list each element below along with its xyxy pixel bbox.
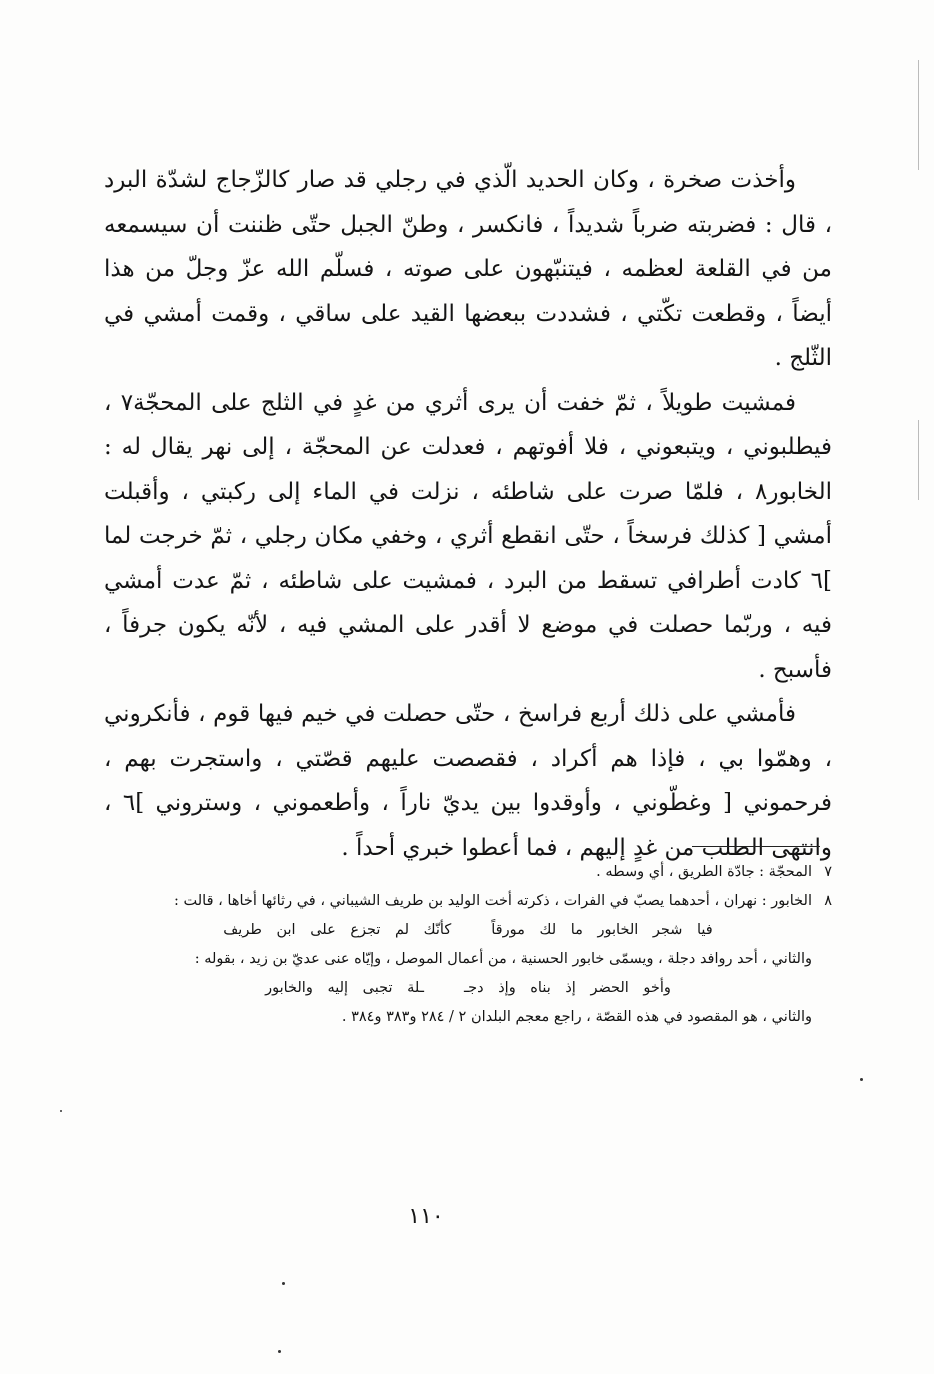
footnote-8-closing-text: والثاني ، هو المقصود في هذه القصّة ، راجع معجم البلدان ٢ / ٢٨٤ و٣٨٣ و٣٨٤ .	[341, 1009, 812, 1025]
verse-1	[104, 916, 832, 945]
paragraph-2: فمشيت طويلاً ، ثمّ خفت أن يرى أثري من غدٍ في الثلج على المحجّة٧ ، فيطلبوني ، ويتبعوني ، فلا أفوتهم ، فعدلت عن المحجّة ، إلى نهر يقال له : الخابور٨ ، فلمّا صرت على شاطئه ، نزلت في الماء إلى ركبتي ، وأقبلت أمشي [ كذلك فرسخاً ، حتّى انقطع أثري ، وخفي مكان رجلي ، ثمّ خرجت لما ]٦ كادت أطرافي تسقط من البرد ، فمشيت على شاطئه ، ثمّ عدت أمشي فيه ، وربّما حصلت في موضع لا أقدر على المشي فيه ، لأنّه يكون جرفاً ، فأسبح .	[104, 389, 832, 683]
main-text	[104, 158, 832, 870]
paragraph-3: فأمشي على ذلك أربع فراسخ ، حتّى حصلت في خيم فيها قوم ، فأنكروني ، وهمّوا بي ، فإذا هم أكراد ، فقصصت عليهم قصّتي ، واستجرت بهم ، فرحموني [ وغطّوني ، وأوقدوا بين يديّ ناراً ، وأطعموني ، وستروني ]٦ ، وانتهى الطلب من غدٍ إليهم ، فما أعطوا خبري أحداً .	[104, 701, 833, 861]
scan-speck	[278, 1350, 281, 1353]
footnote-7-text: المحجّة : جادّة الطريق ، أي وسطه .	[596, 864, 812, 880]
verse-2-first-hemistich: وأخو الحضر إذ بناه وإذ دجـ	[463, 980, 671, 996]
scan-speck	[860, 1078, 863, 1081]
scan-mark	[918, 420, 919, 500]
scan-mark	[918, 60, 919, 170]
footnote-8	[104, 887, 832, 916]
footnote-8-second-river	[104, 945, 832, 974]
paragraph-1: وأخذت صخرة ، وكان الحديد الّذي في رجلي قد صار كالزّجاج لشدّة البرد ، قال : فضربته ضرباً شديداً ، فانكسر ، وطنّ الجبل حتّى ظننت أن سيسمعه من في القلعة لعظمه ، فيتنبّهون على صوته ، فسلّم الله عزّ وجلّ من هذا أيضاً ، وقطعت تكّتي ، فشددت ببعضها القيد على ساقي ، وقمت أمشي في الثّلج .	[104, 167, 832, 371]
footnote-separator	[692, 846, 820, 847]
verse-1-first-hemistich: فيا شجر الخابور ما لك مورقاً	[491, 922, 713, 938]
footnote-8-closing	[104, 1003, 832, 1032]
footnote-7-number: ٧	[824, 864, 832, 880]
scan-speck	[60, 1110, 62, 1112]
footnote-7	[104, 858, 832, 887]
footnote-8-second-text: والثاني ، أحد روافد دجلة ، ويسمّى خابور الحسنية ، من أعمال الموصل ، وإيّاه عنى عديّ بن زيد ، بقوله :	[194, 951, 812, 967]
footnote-8-text: الخابور : نهران ، أحدهما يصبّ في الفرات ، ذكرته أخت الوليد بن طريف الشيباني ، في رثائها أخاها ، قالت :	[174, 893, 812, 909]
verse-2	[104, 974, 832, 1003]
verse-2-second-hemistich: ـلة تجبى إليه والخابور	[265, 980, 424, 996]
page-number: ١١٠	[408, 1204, 444, 1229]
footnotes	[104, 858, 832, 1032]
verse-1-second-hemistich: كأنّك لم تجزع على ابن طريف	[223, 922, 452, 938]
scan-speck	[282, 1282, 285, 1285]
footnote-8-number: ٨	[824, 893, 832, 909]
